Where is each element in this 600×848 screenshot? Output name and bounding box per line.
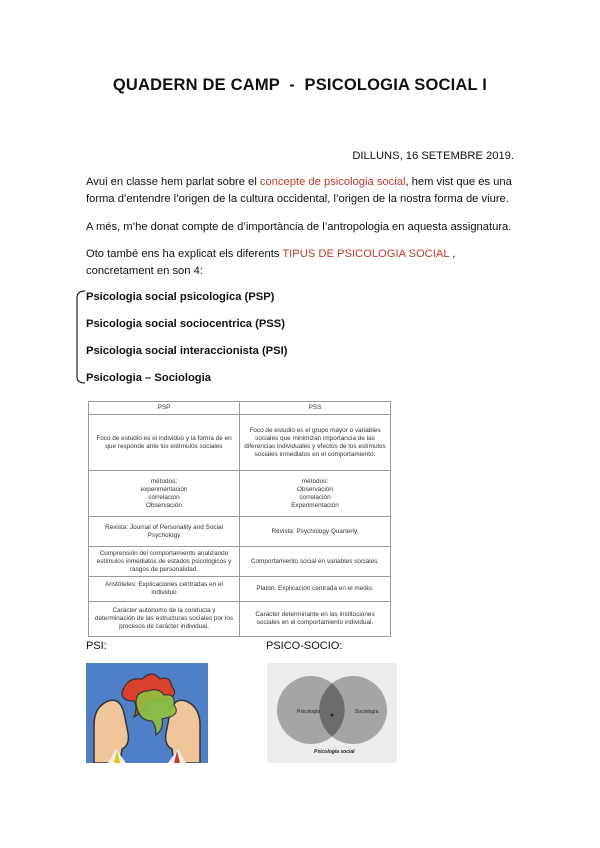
table-header-pss: PSS bbox=[240, 402, 391, 415]
table-row bbox=[89, 471, 391, 517]
list-item: Psicologia social psicologica (PSP) bbox=[86, 291, 275, 303]
table-cell: métodos: experimentación correlación Observación bbox=[89, 471, 240, 517]
table-cell: Platón: Explicación centrada en el medio. bbox=[240, 577, 391, 602]
list-item: Psicologia social interaccionista (PSI) bbox=[86, 345, 288, 357]
table-cell: Carácter determinante en las instituciones sociales en el comportamiento individual. bbox=[240, 602, 391, 637]
table-cell: Comprensión del comportamiento analizando estímulos inmediatos de estados psicológicos y rasgos de personalidad. bbox=[89, 547, 240, 577]
paragraph-intro-text: Avui en classe hem parlat sobre el bbox=[86, 176, 260, 188]
venn-diagram bbox=[267, 663, 397, 763]
paragraph-intro-rest: , hem vist que es una forma d’entendre l’origen de la cultura occidental, l’origen de la nostra forma de viure. bbox=[86, 176, 512, 205]
psi-illustration bbox=[86, 663, 208, 763]
table-header-row bbox=[89, 402, 391, 415]
table-cell: Aristóteles: Explicaciones centradas en el individuo bbox=[89, 577, 240, 602]
table-row bbox=[89, 517, 391, 547]
page-title: QUADERN DE CAMP - PSICOLOGIA SOCIAL I bbox=[112, 76, 488, 94]
paragraph-types-rest: , concretament en son 4: bbox=[86, 248, 456, 277]
paragraph-anthropology: A més, m’he donat compte de d’importància de l’antropologia en aquesta assignatura. bbox=[86, 221, 512, 233]
types-highlight: TIPUS DE PSICOLOGIA SOCIAL bbox=[282, 248, 450, 260]
table-cell: Foco de estudio es el individuo y la forma de en que responde ante los estímulos sociales bbox=[89, 415, 240, 471]
psico-socio-label: PSICO-SOCIO: bbox=[266, 640, 343, 652]
table-header-psp: PSP bbox=[89, 402, 240, 415]
table-row bbox=[89, 547, 391, 577]
list-item: Psicologia social sociocentrica (PSS) bbox=[86, 318, 285, 330]
table-cell: métodos: Observación correlación Experimentación bbox=[240, 471, 391, 517]
table-cell: Foco de estudio es el grupo mayor o variables sociales que minimizan importancia de las diferencias individuales y efectos de los estímulos sociales inmediatos en el comportamiento. bbox=[240, 415, 391, 471]
paragraph-intro bbox=[86, 174, 526, 208]
paragraph-types-text: Oto també ens ha explicat els diferents bbox=[86, 248, 283, 260]
list-item: Psicologia – Sociologia bbox=[86, 372, 211, 384]
comparison-table bbox=[88, 401, 391, 637]
table-cell: Revista: Psychology Quarterly. bbox=[240, 517, 391, 547]
venn-center-dot bbox=[331, 714, 334, 717]
table-row bbox=[89, 602, 391, 637]
table-cell: Comportamiento social en variables sociales. bbox=[240, 547, 391, 577]
table-cell: Revista: Journal of Personality and Social Psychology bbox=[89, 517, 240, 547]
table-row bbox=[89, 415, 391, 471]
venn-caption: Psicología social bbox=[314, 749, 355, 755]
concept-highlight: concepte de psicologia social bbox=[259, 176, 406, 188]
table-row bbox=[89, 577, 391, 602]
types-list bbox=[86, 290, 287, 398]
list-brace bbox=[74, 290, 86, 384]
venn-left-label: Psicología bbox=[297, 709, 321, 715]
venn-right-label: Sociología bbox=[355, 709, 379, 715]
table-cell: Carácter autónomo de la conducta y determinación de las estructuras sociales por los procesos de carácter individual. bbox=[89, 602, 240, 637]
date-line: DILLUNS, 16 SETEMBRE 2019. bbox=[352, 150, 514, 162]
paragraph-types bbox=[86, 246, 526, 280]
psi-label: PSI: bbox=[86, 640, 107, 652]
